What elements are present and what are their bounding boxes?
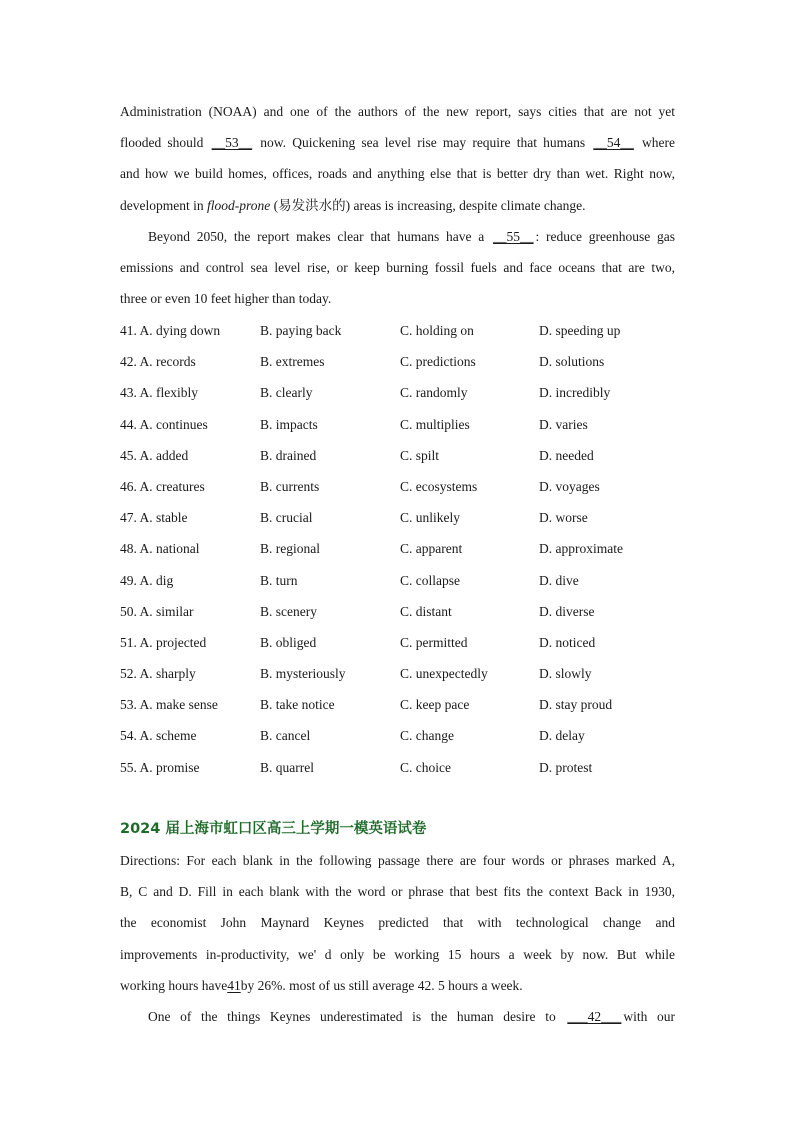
option-a: 49. A. dig [120,572,174,588]
option-d: D. needed [539,447,594,463]
option-c: C. change [400,728,454,744]
option-b: B. take notice [260,697,335,713]
option-b: B. crucial [260,510,313,526]
option-d: D. diverse [539,603,595,619]
option-d: D. slowly [539,666,592,682]
option-b: B. currents [260,478,320,494]
blank-54: __54__ [593,135,634,151]
text-line: Directions: For each blank in the following passage there are four words or phrases marked A, [120,853,675,868]
option-b: B. extremes [260,354,325,370]
option-c: C. spilt [400,447,440,463]
text-line [120,190,675,221]
option-b: B. obliged [260,634,317,650]
option-row [120,720,680,751]
answer-options-list [120,315,680,783]
text-segment: now. Quickening sea level rise may require that humans [254,135,592,151]
text-line: three or even 10 feet higher than today. [120,291,332,307]
option-a: 41. A. dying down [120,323,221,338]
option-c: C. randomly [400,385,468,401]
blank-41: 41 [227,977,241,993]
option-c: C. collapse [400,572,460,588]
italic-term: flood-prone [206,197,271,213]
option-a: 51. A. projected [120,634,207,650]
text-segment: development in [120,197,207,213]
option-c: C. choice [400,759,451,775]
option-d: D. stay proud [539,697,613,713]
option-b: B. drained [260,447,317,463]
option-d: D. protest [539,759,593,775]
option-b: B. scenery [260,603,317,619]
text-line: Administration (NOAA) and one of the authors of the new report, says cities that are not yet [120,104,675,119]
option-a: 43. A. flexibly [120,385,198,401]
text-line [120,127,675,158]
option-b: B. cancel [260,728,311,744]
text-segment: One of the things Keynes underestimated is the human desire to [148,1009,566,1025]
passage-paragraph-1 [120,96,675,221]
option-row [120,689,680,720]
option-d: D. noticed [539,634,596,650]
option-a: 52. A. sharply [120,666,196,682]
option-d: D. incredibly [539,385,611,401]
option-d: D. voyages [539,478,600,494]
option-row [120,658,680,689]
option-row [120,315,680,346]
text-segment: Beyond 2050, the report makes clear that humans have a [148,229,492,244]
option-d: D. delay [539,728,585,744]
option-a: 54. A. scheme [120,728,197,744]
option-c: C. predictions [400,354,476,370]
text-line: and how we build homes, offices, roads and anything else that is better dry than wet. Right now, [120,166,675,182]
text-segment: with our [623,1009,675,1025]
option-row [120,409,680,440]
option-a: 46. A. creatures [120,478,205,494]
text-line: improvements in-productivity, we' d only be working 15 hours a week by now. But while [120,946,675,962]
option-d: D. varies [539,416,588,432]
text-line [120,970,675,1001]
option-row [120,752,680,783]
text-line: the economist John Maynard Keynes predicted that with technological change and [120,915,675,931]
option-a: 42. A. records [120,354,196,370]
option-row [120,346,680,377]
blank-55: __55__ [493,229,534,244]
section-title: 2024 届上海市虹口区高三上学期一模英语试卷 [120,821,427,837]
text-segment: (易发洪水的) areas is increasing, despite climate change. [270,197,586,213]
option-d: D. solutions [539,354,605,370]
blank-42: ___42___ [567,1009,622,1025]
option-c: C. distant [400,603,452,619]
option-b: B. mysteriously [260,666,346,682]
option-a: 47. A. stable [120,510,188,526]
option-row [120,471,680,502]
blank-53: __53__ [211,135,253,151]
option-d: D. speeding up [539,323,621,338]
option-d: D. dive [539,572,579,588]
option-d: D. worse [539,510,588,526]
option-c: C. unexpectedly [400,666,488,682]
option-row [120,377,680,408]
text-segment: working hours have [120,977,228,993]
directions-paragraph [120,845,675,1032]
option-c: C. unlikely [400,510,460,526]
option-c: C. multiplies [400,416,470,432]
option-row [120,627,680,658]
option-row [120,565,680,596]
text-line [120,1001,675,1032]
option-c: C. permitted [400,634,468,650]
option-a: 45. A. added [120,447,189,463]
option-b: B. turn [260,572,298,588]
option-a: 50. A. similar [120,603,194,619]
option-b: B. quarrel [260,759,314,775]
option-c: C. ecosystems [400,478,478,494]
text-segment: by 26%. most of us still average 42. 5 hours a week. [240,977,523,993]
text-segment: where [635,135,676,151]
option-a: 55. A. promise [120,759,200,775]
option-d: D. approximate [539,541,623,557]
passage-paragraph-2 [120,221,675,315]
text-line [120,221,675,252]
text-segment: flooded should [120,135,210,151]
option-row [120,440,680,471]
option-b: B. impacts [260,416,318,432]
option-a: 44. A. continues [120,416,208,432]
text-line: emissions and control sea level rise, or keep burning fossil fuels and face oceans that are two, [120,260,675,276]
option-c: C. holding on [400,323,474,338]
option-b: B. paying back [260,323,342,338]
option-b: B. clearly [260,385,313,401]
option-c: C. keep pace [400,697,470,713]
option-row [120,596,680,627]
option-c: C. apparent [400,541,463,557]
option-a: 53. A. make sense [120,697,218,713]
text-line: B, C and D. Fill in each blank with the word or phrase that best fits the context Back in 1930, [120,884,675,900]
option-b: B. regional [260,541,320,557]
option-a: 48. A. national [120,541,200,557]
option-row [120,502,680,533]
option-row [120,533,680,564]
text-segment: : reduce greenhouse gas [535,229,675,244]
